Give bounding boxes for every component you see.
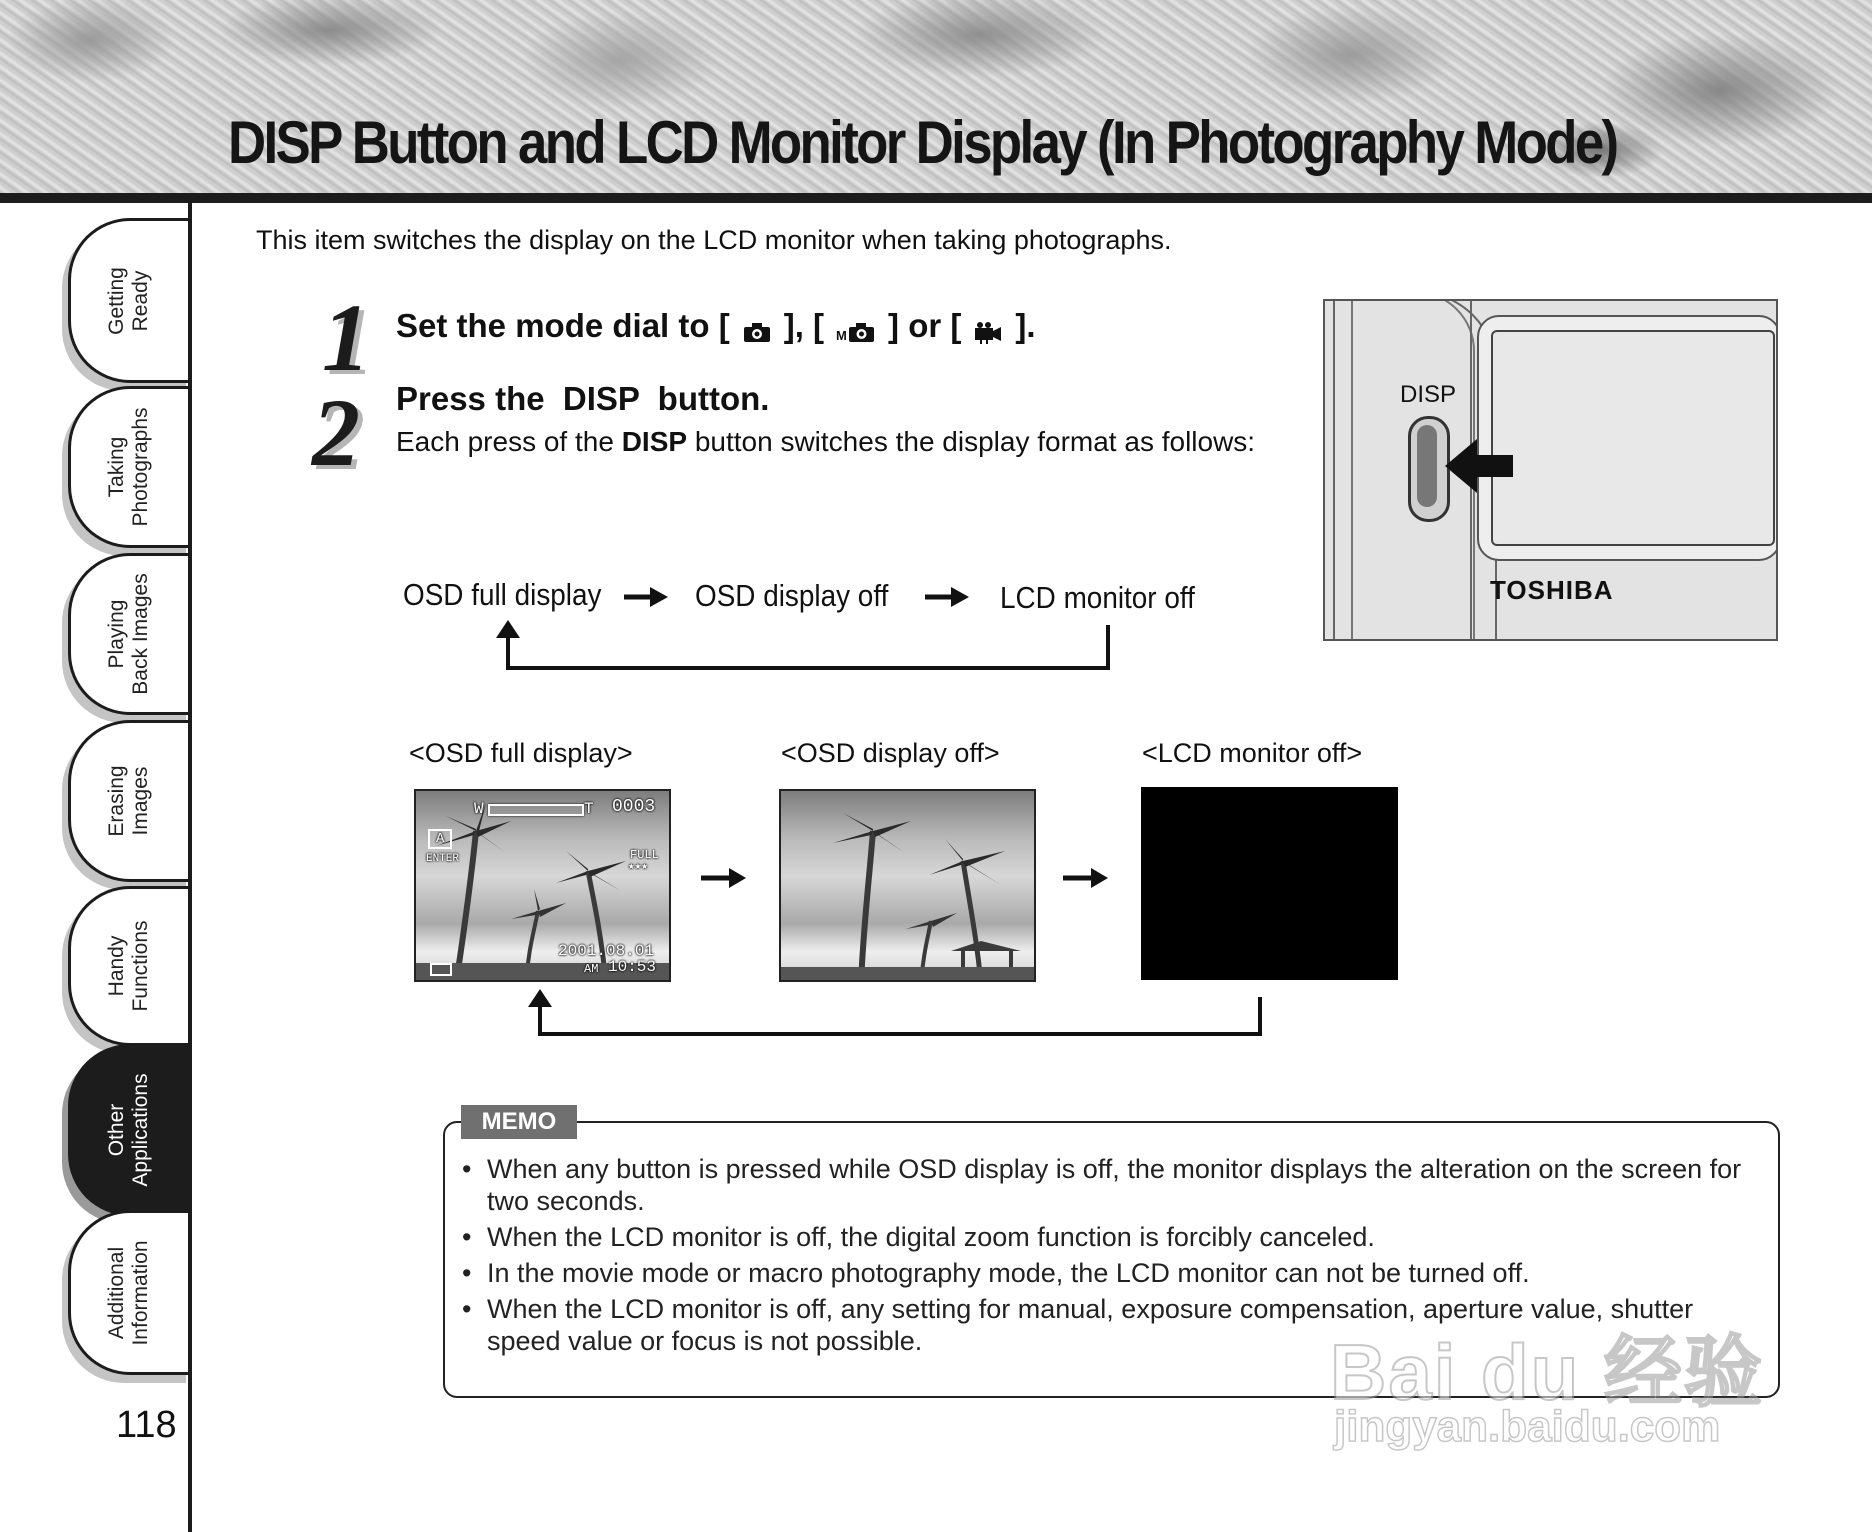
- sidebar-tab-label-line2: Photographs: [129, 407, 152, 527]
- screen-lcd-off: [1141, 787, 1398, 980]
- sidebar-tab-label-line1: Additional: [105, 1246, 128, 1339]
- screen-osd-off: [779, 789, 1036, 982]
- intro-text: This item switches the display on the LCD monitor when taking photographs.: [256, 225, 1172, 255]
- memo-item: • When the LCD monitor is off, any setting for manual, exposure compensation, aperture value, shutter speed value or focus is not possible.: [462, 1293, 1762, 1357]
- osd-quality: FULL: [630, 848, 659, 862]
- flow-lcd-off: LCD monitor off: [1000, 580, 1195, 615]
- page-number: 118: [116, 1404, 177, 1446]
- step-2-title: Press the DISP button.: [396, 380, 770, 417]
- step-2-desc-bold: DISP: [621, 426, 688, 457]
- svg-text:M: M: [836, 328, 847, 343]
- step-1-sep-2: ] or [: [888, 307, 962, 344]
- memo-item: • When the LCD monitor is off, the digital zoom function is forcibly canceled.: [462, 1221, 1762, 1253]
- osd-time: 10:53: [608, 958, 657, 976]
- sidebar-tab-label-line1: Erasing: [105, 765, 128, 837]
- sidebar-tab-label-line1: Handy: [105, 935, 128, 997]
- memo-tag: MEMO: [461, 1105, 577, 1139]
- osd-date: 2001.08.01: [558, 942, 655, 960]
- beach-scene-plain: [781, 791, 1036, 982]
- osd-zoom-t: T: [584, 800, 594, 818]
- step-1-sep-1: ], [: [783, 307, 825, 344]
- memo-item: • When any button is pressed while OSD display is off, the monitor displays the alteration on the screen for two seconds.: [462, 1153, 1762, 1217]
- osd-frame-counter: 0003: [612, 797, 656, 817]
- sidebar-tab-label-line1: Getting: [105, 266, 128, 335]
- osd-zoom-bar: [488, 804, 584, 816]
- battery-icon: [430, 963, 452, 976]
- screen-label-lcd-off: <LCD monitor off>: [1142, 738, 1363, 768]
- sidebar-tab-label-line1: Playing: [105, 599, 128, 669]
- osd-ampm: AM: [584, 962, 599, 976]
- sidebar-tab-label-line1: Taking: [105, 436, 128, 498]
- sidebar-tab-label-line2: Functions: [129, 920, 152, 1012]
- osd-stars: ★★★: [628, 861, 648, 873]
- screen-osd-full: [414, 789, 671, 982]
- watermark: [1330, 1310, 1800, 1460]
- memo-item: • In the movie mode or macro photography mode, the LCD monitor can not be turned off.: [462, 1257, 1762, 1289]
- flow-osd-off: OSD display off: [695, 578, 889, 613]
- screen-label-osd-full: <OSD full display>: [409, 738, 633, 768]
- step-1-text-end: ].: [1015, 307, 1036, 344]
- flow-osd-full: OSD full display: [403, 577, 602, 612]
- osd-zoom-w: W: [474, 800, 484, 818]
- sidebar-tab-label-line2: Information: [129, 1239, 152, 1346]
- step-2-desc-start: Each press of the: [396, 426, 622, 457]
- sidebar-tab-label-line2: Applications: [129, 1073, 152, 1187]
- watermark-sub: jingyan.baidu.com: [1334, 1402, 1721, 1451]
- step-2-desc-end: button switches the display format as follows:: [687, 426, 1256, 457]
- screen-label-osd-off: <OSD display off>: [781, 738, 1000, 768]
- osd-mode: A: [428, 829, 452, 849]
- step-1-number: 1: [322, 284, 370, 391]
- camera-brand: TOSHIBA: [1490, 575, 1614, 605]
- sidebar-tab-label-line1: Other: [105, 1103, 128, 1157]
- page-title: DISP Button and LCD Monitor Display (In Photography Mode): [228, 109, 1617, 176]
- watermark-main: Bai du 经验: [1330, 1328, 1765, 1416]
- disp-button-label: DISP: [1400, 381, 1457, 408]
- osd-enter: ENTER: [426, 853, 460, 865]
- step-2-number: 2: [312, 379, 360, 486]
- sidebar-tab-label-line2: Back Images: [129, 573, 152, 695]
- step-1-text-start: Set the mode dial to [: [396, 307, 730, 344]
- sidebar-tab-label-line2: Images: [129, 766, 152, 836]
- sidebar-tab-label-line2: Ready: [129, 270, 152, 331]
